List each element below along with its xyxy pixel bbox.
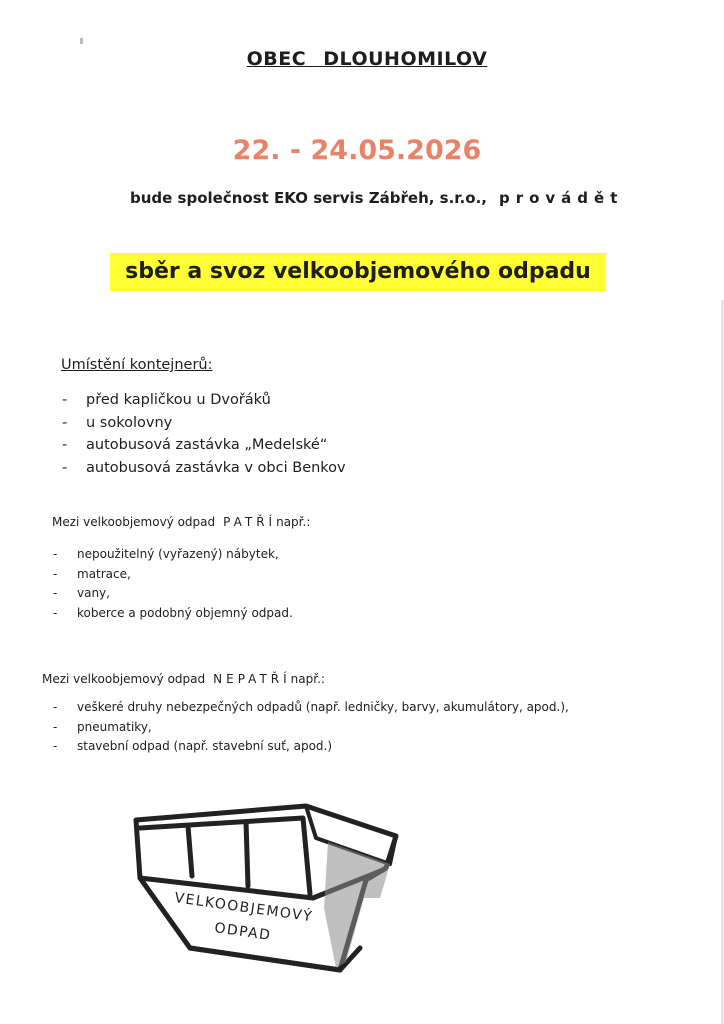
bullet-dash: - bbox=[53, 700, 58, 714]
list-item bbox=[53, 604, 293, 624]
belongs-heading bbox=[52, 515, 310, 529]
belongs-item: nepoužitelný (vyřazený) nábytek, bbox=[77, 547, 279, 561]
bullet-dash: - bbox=[62, 414, 68, 431]
municipality-title: OBEC DLOUHOMILOV bbox=[246, 48, 488, 70]
not-belongs-list bbox=[53, 698, 569, 757]
location-text: u sokolovny bbox=[86, 414, 173, 431]
bullet-dash: - bbox=[53, 739, 58, 753]
location-text: před kapličkou u Dvořáků bbox=[86, 392, 271, 408]
waste-container-illustration bbox=[128, 798, 418, 978]
bullet-dash: - bbox=[53, 586, 58, 600]
scan-speck bbox=[80, 38, 83, 44]
not-belongs-item: pneumatiky, bbox=[77, 719, 152, 734]
list-item bbox=[53, 698, 569, 718]
list-item bbox=[53, 737, 569, 757]
container-strut bbox=[246, 822, 248, 886]
belongs-heading-suffix: např.: bbox=[276, 515, 311, 529]
collection-date: 22. - 24.05.2026 bbox=[232, 135, 482, 166]
not-belongs-heading-suffix: např.: bbox=[290, 672, 325, 686]
bullet-dash: - bbox=[53, 547, 58, 561]
belongs-item: matrace, bbox=[77, 566, 131, 581]
list-item bbox=[62, 412, 346, 435]
list-item bbox=[53, 565, 293, 585]
container-label-line2: ODPAD bbox=[213, 920, 273, 944]
belongs-keyword: PATŘÍ bbox=[223, 515, 277, 529]
bullet-dash: - bbox=[53, 719, 58, 734]
location-text: autobusová zastávka v obci Benkov bbox=[86, 459, 346, 476]
provider-line bbox=[130, 189, 623, 207]
belongs-item: koberce a podobný objemný odpad. bbox=[77, 605, 293, 620]
location-text: autobusová zastávka „Medelské“ bbox=[86, 437, 328, 453]
not-belongs-heading-prefix: Mezi velkoobjemový odpad bbox=[42, 672, 206, 686]
bullet-dash: - bbox=[53, 566, 58, 581]
container-label-line1: VELKOOBJEMOVÝ bbox=[173, 890, 315, 926]
list-item bbox=[53, 584, 293, 604]
highlighted-headline: sběr a svoz velkoobjemového odpadu bbox=[110, 253, 606, 291]
list-item bbox=[53, 718, 569, 738]
provider-verb: provádět bbox=[498, 189, 624, 207]
locations-list bbox=[62, 389, 346, 479]
locations-heading: Umístění kontejnerů: bbox=[61, 357, 213, 373]
provider-text: bude společnost EKO servis Zábřeh, s.r.o., bbox=[130, 189, 487, 207]
list-item bbox=[62, 389, 346, 412]
not-belongs-item: stavební odpad (např. stavební suť, apod.) bbox=[77, 739, 333, 753]
not-belongs-keyword: NEPATŘÍ bbox=[213, 672, 291, 686]
belongs-list bbox=[53, 545, 293, 623]
belongs-heading-prefix: Mezi velkoobjemový odpad bbox=[52, 515, 216, 529]
list-item bbox=[53, 545, 293, 565]
list-item bbox=[62, 434, 346, 457]
list-item bbox=[62, 457, 346, 480]
bullet-dash: - bbox=[53, 605, 58, 620]
not-belongs-item: veškeré druhy nebezpečných odpadů (např. ledničky, barvy, akumulátory, apod.), bbox=[77, 700, 569, 714]
bullet-dash: - bbox=[62, 459, 68, 476]
bullet-dash: - bbox=[62, 437, 68, 453]
container-strut bbox=[188, 826, 192, 876]
not-belongs-heading bbox=[42, 672, 325, 686]
belongs-item: vany, bbox=[77, 586, 110, 600]
bullet-dash: - bbox=[62, 392, 68, 408]
